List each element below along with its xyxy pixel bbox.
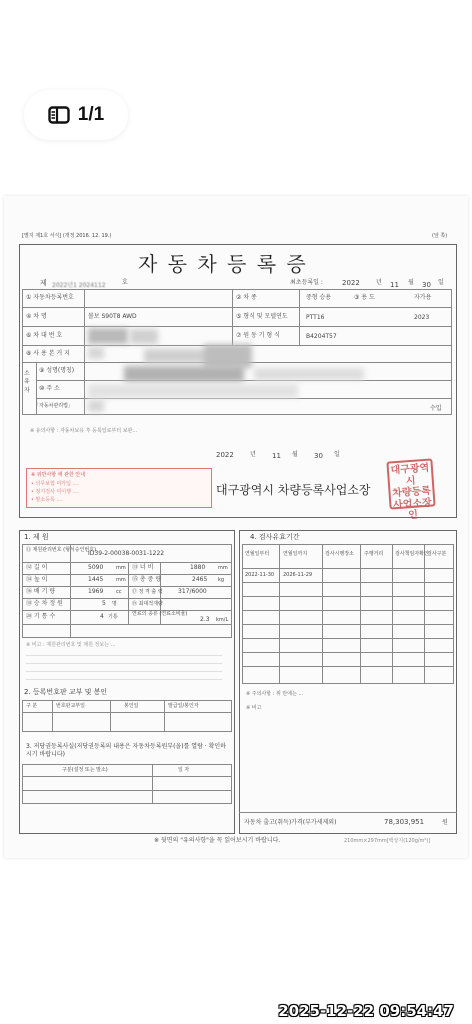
inspection-remark: ※ 비고 [246,705,262,711]
doc-no-label: 제 [40,279,47,287]
displacement-value: 1969 [88,588,104,595]
model-year-value: 2023 [414,314,430,321]
mortgage-table [22,764,232,804]
length-label: ⑫ 길 이 [26,564,48,571]
height-value: 1445 [88,576,104,583]
first-reg-day: 30 [422,281,431,289]
warning-line: • 말소등록 .... [31,497,63,503]
insp-col-inspector: 검사책임자확인 [395,551,429,557]
price-unit: 원 [442,819,448,826]
usage-value: 자가용 [414,294,432,301]
row-divider [242,610,454,611]
height-unit: mm [116,577,126,583]
inspection-note: ※ 주의사항 : 위 란에는 ... [246,691,304,697]
insp-row1-to: 2026-11-29 [283,572,313,578]
spec-note-lines [26,652,222,682]
width-value: 1880 [190,564,206,571]
col-divider [279,544,280,684]
notice-text: ※ 유의사항 : 자동차보유 후 등록일로부터 보관... [30,428,138,434]
row-divider [242,652,454,653]
first-reg-year: 2022 [342,279,360,287]
issuer-name: 대구광역시 차량등록사업소장 [216,483,371,497]
spec-note: ※ 비고 : 제원관리번호 및 제원 정보는 ... [26,642,116,648]
mortgage-col-date: 일 자 [178,767,190,773]
engine-value: B4204T57 [306,333,337,340]
issue-year-unit: 년 [250,451,256,458]
power-value: 317/6000 [178,588,207,595]
row-divider [242,638,454,639]
inspection-table [242,544,454,684]
col-divider [299,289,300,345]
owner-address-label: ⑩ 주 소 [39,385,60,392]
price-value: 78,303,951 [384,818,425,826]
page-indicator-pill[interactable] [24,90,128,140]
row-divider [22,326,452,327]
engine-label: ⑦ 원 동 기 형 식 [236,332,280,339]
form-number: [별지 제1호 서식] (개정 2016. 12. 19.) [22,233,112,239]
row-divider [242,624,454,625]
vin-label: ⑥ 차 대 번 호 [26,332,63,339]
doc-no-value: 2022년1 2024112 [52,282,106,289]
row-divider [22,598,232,599]
col-divider [164,700,165,732]
seats-label: ⑱ 승 차 정 원 [26,600,63,607]
redacted-owner [124,366,244,382]
seal-label: 수입 [430,405,442,412]
redacted-owner [254,368,364,380]
warning-box [26,468,212,508]
vehicle-type-value: 중형 승용 [306,294,332,301]
inspection-title: 4. 검사유효기간 [250,533,300,541]
insp-col-from: 연월일부터 [245,551,270,557]
row-divider [22,307,452,308]
redacted-address [88,400,104,412]
row-divider [22,624,232,625]
plate-section-title: 2. 등록번호판 교부 및 봉인 [24,688,108,696]
base-location-label: ⑧ 사 용 본 거 지 [26,350,70,357]
issue-month-unit: 월 [292,451,298,458]
weight-unit: kg [218,577,225,583]
insp-col-place: 검사시행장소 [325,551,354,557]
cylinders-label: ⑳ 기 통 수 [26,613,56,620]
issue-year: 2022 [216,451,234,459]
redacted-vin [130,329,158,344]
row-divider [242,596,454,597]
model-year-label: ⑤ 형식 및 모델연도 [236,313,288,320]
redacted-address [88,384,298,398]
registration-document [4,196,468,858]
seats-unit: 명 [112,601,117,607]
row-divider [22,790,232,791]
redacted-location [88,347,104,359]
weight-value: 2465 [192,576,208,583]
height-label: ⑭ 높 이 [26,576,48,583]
col-divider [84,362,85,415]
plate-col-issued: 번호판교부일 [56,703,85,709]
seats-value: 5 [102,600,106,607]
mortgage-section-title: 3. 저당권등록사실(저당권등록의 내용은 자동차등록원부(을)를 열람 · 확인하시기 바랍니다) [26,743,226,759]
mortgage-col-type: 구분(설정 또는 말소) [62,767,108,773]
insp-row1-from: 2022-11-30 [245,572,275,578]
first-reg-year-unit: 년 [376,279,382,286]
spec-title: 1. 제 원 [24,533,49,541]
width-label: ⑬ 너 비 [132,564,154,571]
plate-col-issuer: 발급일/봉인자 [168,703,199,709]
col-divider [424,544,425,684]
row-divider [36,380,452,381]
width-unit: mm [218,565,228,571]
col-divider [70,544,71,638]
doc-no-suffix: 호 [122,279,128,286]
col-divider [110,700,111,732]
page-view-icon [48,106,70,124]
insp-col-to: 연월일까지 [283,551,308,557]
warning-line: • 정기검사 미이행 .... [31,489,79,495]
power-label: ⑰ 정 격 출 력 [132,589,163,595]
load-label: ⑲ 최대적재량 [132,601,163,607]
length-value: 5090 [88,564,104,571]
displacement-label: ⑯ 배 기 량 [26,588,56,595]
displacement-unit: cc [116,589,122,595]
row-divider [22,776,232,777]
fuel-value: 2.3 [200,616,210,623]
owner-label: 소유자 [24,370,30,394]
warning-title: ※ 위반사항 에 관한 안내 [31,472,86,478]
first-reg-day-unit: 일 [438,279,444,286]
row-divider [242,666,454,667]
capture-timestamp: 2025-12-22 09:54:47 [278,1002,454,1020]
row-divider [22,610,232,611]
page-number: 1/1 [77,104,105,125]
car-name-label: ④ 차 명 [26,313,47,320]
first-reg-month-unit: 월 [408,279,414,286]
col-divider [232,289,233,345]
redacted-vin [88,328,128,344]
model-code-label: ⑪ 제원관리번호 (형식승인번호) [26,547,97,553]
insp-col-mileage: 주행거리 [364,551,384,557]
col-divider [152,764,153,804]
col-divider [84,289,85,362]
car-name-value: 볼보 S90T8 AWD [88,313,137,320]
first-reg-label: 최초등록일 : [290,279,323,286]
row-divider [242,568,454,569]
fuel-unit: km/L [216,617,229,623]
weight-label: ⑮ 총 중 량 [132,576,162,583]
reg-number-label: ① 자동차등록번호 [26,294,74,301]
price-divider [239,812,457,813]
usage-label: ③ 용 도 [354,294,375,301]
model-code-value: ID39-2-00038-0031-1222 [88,550,165,557]
row-divider [36,398,452,399]
price-label: 자동차 출고(취득)가격(부가세제외) [244,819,337,826]
insp-col-type: 검사구분 [427,551,447,557]
redacted-location [204,344,252,368]
footer-notice: ※ 뒷면의 "유의사항"을 꼭 읽어보시기 바랍니다. [154,837,281,844]
cylinders-unit: 기통 [108,614,118,620]
row-divider [22,586,232,587]
issue-month: 11 [272,452,281,460]
plate-col-sealed: 봉인일 [124,703,139,709]
form-side: (앞 쪽) [432,233,448,239]
warning-line: • 의무보험 미가입 .... [31,481,79,487]
issue-day: 30 [314,452,323,460]
first-reg-month: 11 [390,281,399,289]
cylinders-value: 4 [100,613,104,620]
col-divider [392,544,393,684]
col-divider [360,544,361,684]
col-divider [52,700,53,732]
model-value: PTT16 [306,314,325,321]
plate-col-type: 구 분 [26,703,38,709]
row-divider [22,574,232,575]
law-label: 「자동차관리법」 [34,403,73,409]
length-unit: mm [116,565,126,571]
owner-name-label: ⑨ 성명(명칭) [39,367,75,374]
issue-day-unit: 일 [334,451,340,458]
vehicle-type-label: ② 차 종 [236,294,257,301]
paper-spec: 210mm×297mm[백상지(120g/m²)] [344,838,431,844]
fuel-label: 연료의 종류 (연료소비율) [132,611,188,617]
official-seal: 대구광역시 차량등록 사업소장인 [386,458,435,509]
row-divider [22,562,232,563]
document-title: 자 동 차 등 록 증 [138,252,308,276]
col-divider [322,544,323,684]
col-divider [128,562,129,624]
row-divider [22,712,232,713]
row-divider [242,582,454,583]
